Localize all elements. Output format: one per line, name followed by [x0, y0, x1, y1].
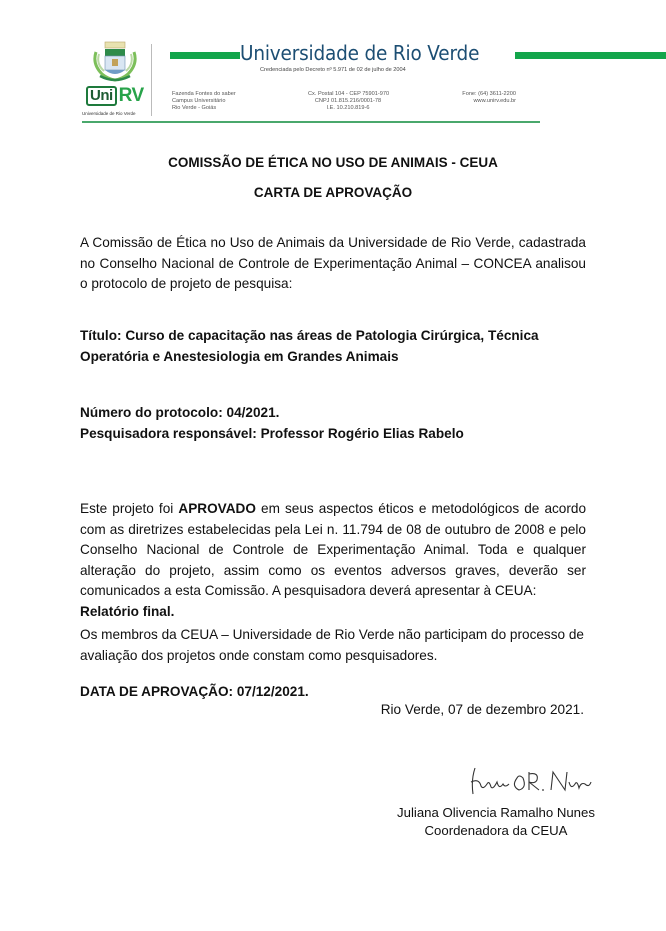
researcher-name: Professor Rogério Elias Rabelo [260, 425, 464, 441]
logo-rv-text: RV [118, 85, 144, 106]
approval-paragraph [80, 499, 586, 622]
signature-image [465, 760, 595, 800]
postal-block [308, 91, 388, 113]
members-note: Os membros da CEUA – Universidade de Rio Verde não participam do processo de avaliação dos projetos onde constam como pesquisadores. [80, 627, 584, 663]
protocol-label: Número do protocolo: [80, 405, 223, 420]
protocol-number: 04/2021. [226, 405, 280, 420]
institution-name: Universidade de Rio Verde [240, 41, 480, 65]
approval-date-value: 07/12/2021. [236, 684, 309, 699]
approval-date [80, 682, 586, 703]
green-bar-left [170, 52, 240, 59]
committee-heading: COMISSÃO DE ÉTICA NO USO DE ANIMAIS - CEUA [168, 155, 498, 170]
address-line: Rio Verde - Goiás [172, 105, 217, 112]
postal-line: Cx. Postal 104 - CEP 75901-970 [308, 91, 390, 97]
postal-line: CNPJ 01.815.216/0001-78 [314, 98, 382, 105]
logo-subtitle: Universidade de Rio Verde [82, 111, 136, 116]
approval-date-label: DATA DE APROVAÇÃO: [80, 684, 234, 699]
address-line: Campus Universitário [172, 98, 226, 105]
required-report: Relatório final. [80, 603, 175, 619]
project-title [80, 326, 586, 367]
approval-text-pre: Este projeto foi [80, 501, 174, 516]
unirv-wordmark [86, 85, 144, 107]
address-line: Fazenda Fontes do saber [172, 91, 236, 97]
accreditation-line: Credenciada pelo Decreto nº 5.971 de 02 de julho de 2004 [260, 67, 406, 73]
letter-title: CARTA DE APROVAÇÃO [253, 185, 413, 200]
researcher-label: Pesquisadora responsável: [80, 425, 257, 441]
address-block [172, 91, 236, 113]
place-and-date: Rio Verde, 07 de dezembro 2021. [380, 702, 584, 717]
contact-phone: Fone: (64) 3611-2200 [462, 91, 516, 97]
institution-title-row [168, 41, 518, 65]
protocol-info [80, 403, 586, 444]
letterhead-rule [82, 121, 540, 123]
university-crest-icon [90, 38, 140, 82]
logo-uni-text: Uni [86, 86, 117, 106]
approval-status: APROVADO [178, 501, 256, 516]
letterhead-divider [151, 44, 152, 116]
contact-block [458, 91, 516, 105]
approval-text-post: em seus aspectos éticos e metodológicos de acordo com as diretrizes estabelecidas pela Lei n. 11.794 de 08 de outubro de 2008 e pelo Conselho Nacional de Controle de Experimentação Animal. Toda e qualquer alteração do projeto, assim como os eventos adversos graves, deverão ser comunicados a esta Comissão. A pesquisadora deverá apresentar à CEUA: [80, 501, 587, 598]
intro-paragraph: A Comissão de Ética no Uso de Animais da Universidade de Rio Verde, cadastrada no Conselho Nacional de Controle de Experimentação Animal – CONCEA analisou o protocolo de projeto de pesquisa: [80, 235, 586, 291]
university-logo [82, 36, 148, 120]
postal-line: I.E. 10.210.819-6 [326, 105, 370, 112]
green-bar-right [515, 52, 666, 59]
project-title-value: Curso de capacitação nas áreas de Patologia Cirúrgica, Técnica Operatória e Anestesiologia em Grandes Animais [80, 328, 539, 364]
signatory-name: Juliana Olivencia Ramalho Nunes [397, 805, 595, 820]
project-title-label: Título: [80, 328, 122, 343]
contact-website[interactable]: www.unirv.edu.br [473, 98, 516, 105]
signatory-role: Coordenadora da CEUA [424, 823, 568, 838]
